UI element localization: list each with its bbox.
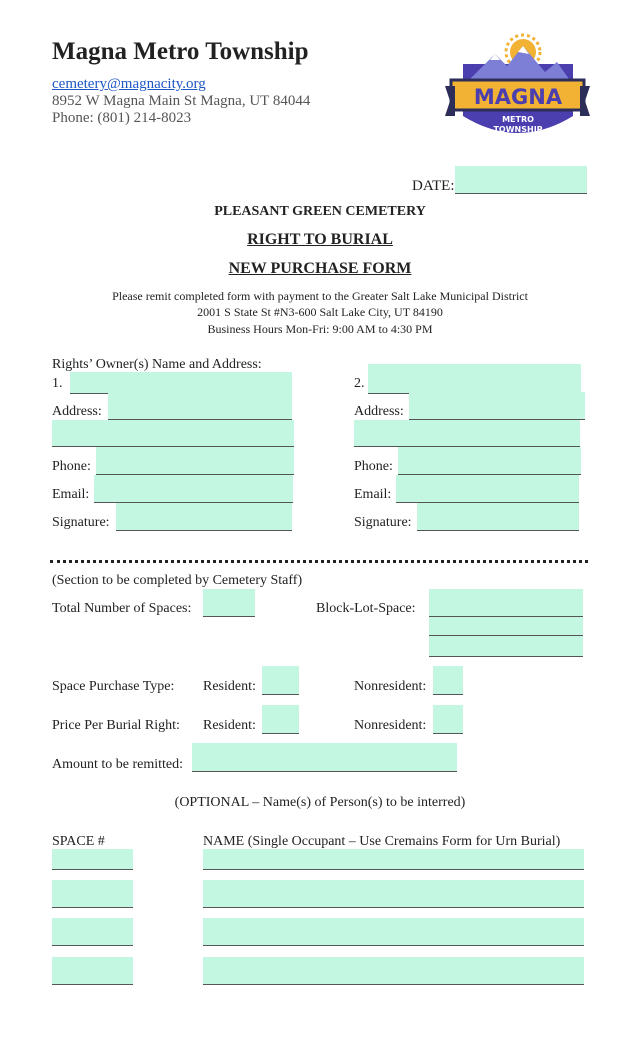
org-name: Magna Metro Township: [52, 38, 309, 65]
owner-2-signature-label: Signature:: [354, 515, 412, 530]
remit-line-3: Business Hours Mon-Fri: 9:00 AM to 4:30 PM: [207, 322, 433, 336]
remit-line-1: Please remit completed form with payment to the Greater Salt Lake Municipal District: [112, 289, 528, 303]
magna-logo: [445, 32, 590, 147]
owner-1-email-field[interactable]: [94, 475, 293, 503]
name-field-4[interactable]: [203, 957, 584, 985]
logo-sub-text-2: TOWNSHIP: [493, 125, 543, 134]
name-header: NAME (Single Occupant – Use Cremains Form for Urn Burial): [203, 834, 561, 849]
owner-1-phone-field[interactable]: [96, 447, 294, 475]
block-lot-space-field-1[interactable]: [429, 589, 583, 617]
owner-2-phone-label: Phone:: [354, 459, 393, 474]
amount-field[interactable]: [192, 743, 457, 772]
owner-2-address-label: Address:: [354, 404, 404, 419]
owner-1-email-label: Email:: [52, 487, 90, 502]
owner-1-signature-label: Signature:: [52, 515, 110, 530]
remit-line-2: 2001 S State St #N3-600 Salt Lake City, UT 84190: [197, 305, 443, 319]
owner-1-address-label: Address:: [52, 404, 102, 419]
owner-2-email-field[interactable]: [396, 475, 579, 503]
right-to-burial-title: RIGHT TO BURIAL: [247, 231, 393, 248]
purchase-nonresident-field[interactable]: [433, 666, 463, 695]
name-field-3[interactable]: [203, 918, 584, 946]
email-link[interactable]: cemetery@magnacity.org: [52, 76, 206, 92]
owner-1-number: 1.: [52, 376, 63, 391]
owner-1-signature-field[interactable]: [116, 503, 292, 531]
price-nonresident-label: Nonresident:: [354, 718, 427, 733]
owner-2-email-label: Email:: [354, 487, 392, 502]
block-lot-space-label: Block-Lot-Space:: [316, 601, 416, 616]
cemetery-title: PLEASANT GREEN CEMETERY: [214, 204, 426, 219]
header-phone: Phone: (801) 214-8023: [52, 110, 192, 126]
price-nonresident-field[interactable]: [433, 705, 463, 734]
owner-2-address-line-2-field[interactable]: [354, 420, 580, 447]
total-spaces-label: Total Number of Spaces:: [52, 601, 192, 616]
space-field-4[interactable]: [52, 957, 133, 985]
price-resident-field[interactable]: [262, 705, 299, 734]
space-field-1[interactable]: [52, 849, 133, 870]
name-field-1[interactable]: [203, 849, 584, 870]
block-lot-space-field-3[interactable]: [429, 636, 583, 657]
owners-heading: Rights’ Owner(s) Name and Address:: [52, 357, 262, 372]
price-resident-label: Resident:: [203, 718, 256, 733]
purchase-resident-label: Resident:: [203, 679, 256, 694]
optional-note: (OPTIONAL – Name(s) of Person(s) to be interred): [174, 795, 466, 810]
amount-label: Amount to be remitted:: [52, 757, 184, 772]
price-label: Price Per Burial Right:: [52, 718, 180, 733]
purchase-type-label: Space Purchase Type:: [52, 679, 175, 694]
owner-1-phone-label: Phone:: [52, 459, 91, 474]
owner-2-name-field[interactable]: [368, 364, 581, 394]
form-title: NEW PURCHASE FORM: [228, 260, 412, 277]
space-header: SPACE #: [52, 834, 105, 849]
date-label: DATE:: [412, 178, 455, 194]
owner-2-signature-field[interactable]: [417, 503, 579, 531]
logo-sub-text-1: METRO: [502, 115, 534, 124]
owner-2-phone-field[interactable]: [398, 447, 581, 475]
header-address: 8952 W Magna Main St Magna, UT 84044: [52, 93, 311, 109]
owner-2-number: 2.: [354, 376, 365, 391]
date-field[interactable]: [455, 166, 587, 194]
owner-1-name-field[interactable]: [70, 372, 292, 394]
purchase-nonresident-label: Nonresident:: [354, 679, 427, 694]
block-lot-space-field-2[interactable]: [429, 617, 583, 636]
logo-main-text: MAGNA: [473, 85, 563, 109]
owner-2-address-field[interactable]: [409, 392, 585, 420]
staff-note: (Section to be completed by Cemetery Staff): [52, 573, 303, 588]
owner-1-address-field[interactable]: [108, 392, 292, 420]
section-divider: [50, 560, 588, 563]
space-field-3[interactable]: [52, 918, 133, 946]
name-field-2[interactable]: [203, 880, 584, 908]
purchase-resident-field[interactable]: [262, 666, 299, 695]
space-field-2[interactable]: [52, 880, 133, 908]
total-spaces-field[interactable]: [203, 589, 255, 617]
owner-1-address-line-2-field[interactable]: [52, 420, 294, 447]
